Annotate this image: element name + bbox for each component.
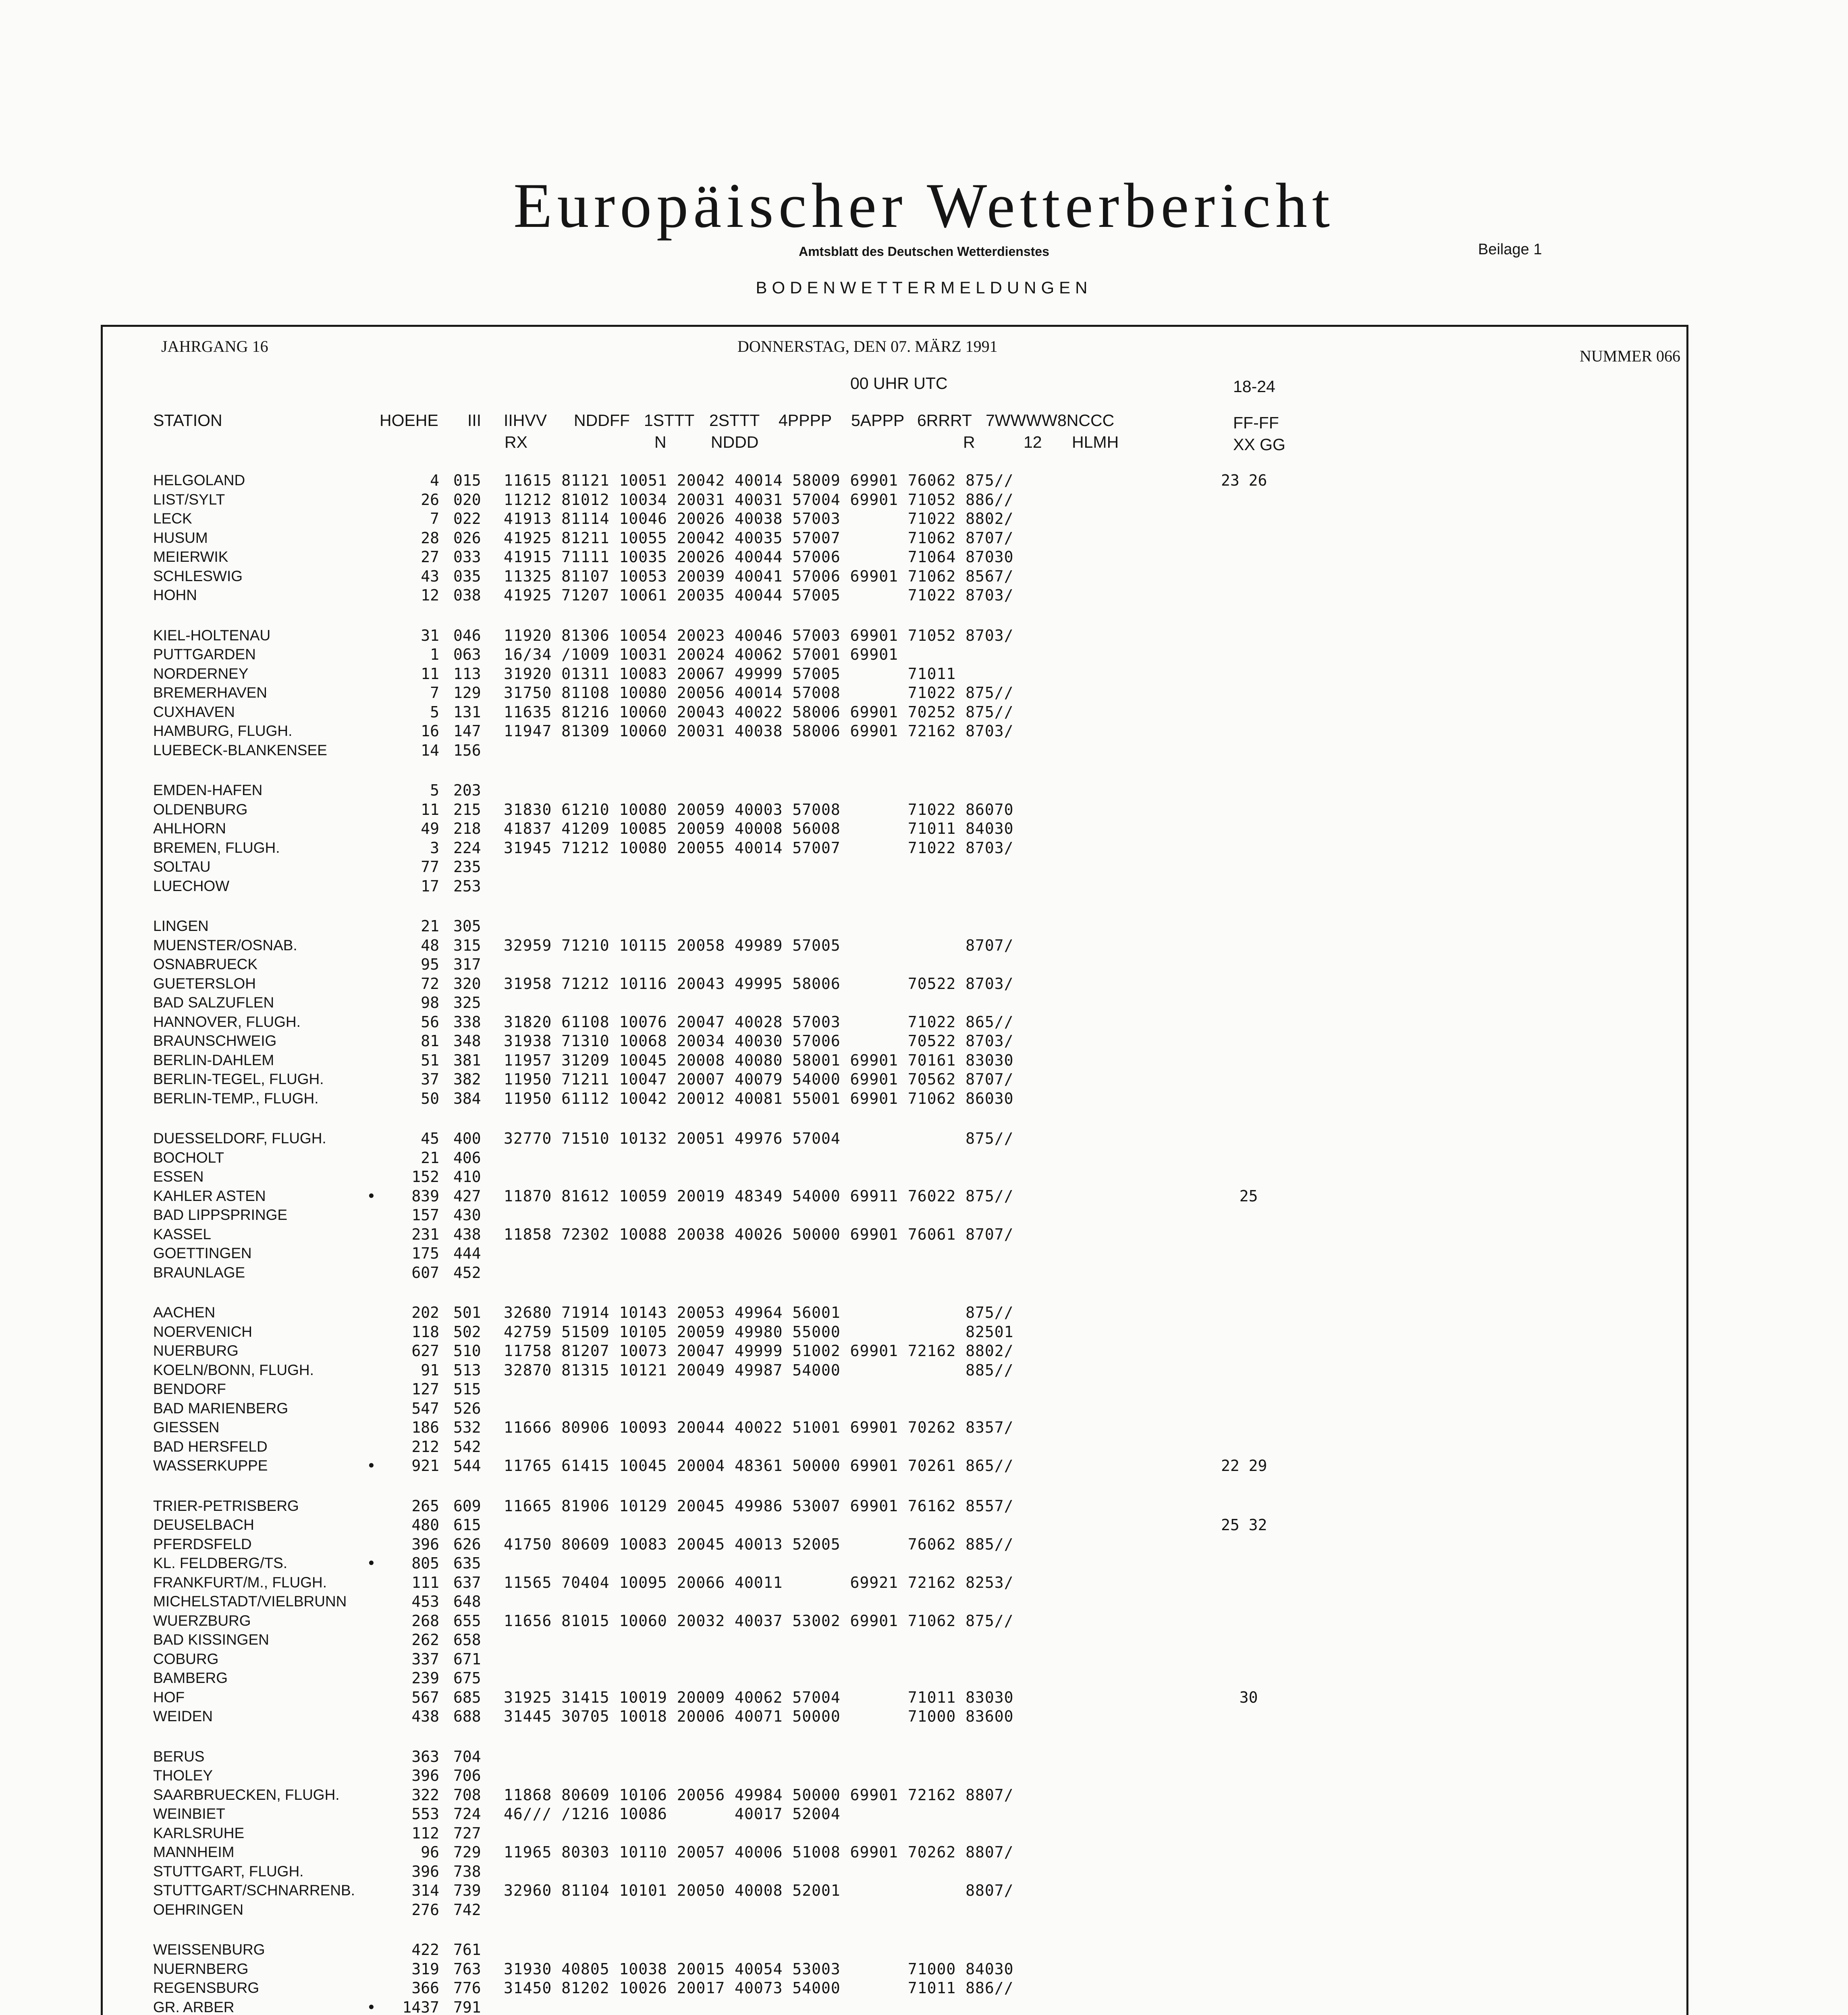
station-height: 366 <box>411 1979 439 1997</box>
station-name: FRANKFURT/M., FLUGH. <box>153 1574 327 1591</box>
station-name: HUSUM <box>153 529 208 546</box>
station-height: 276 <box>411 1901 439 1919</box>
station-index: 253 <box>453 877 481 895</box>
station-height: 12 <box>421 586 439 604</box>
station-height: 422 <box>411 1941 439 1959</box>
station-index: 430 <box>453 1206 481 1224</box>
station-index: 452 <box>453 1263 481 1282</box>
station-height: 453 <box>411 1593 439 1610</box>
station-name: SOLTAU <box>153 858 211 875</box>
col-5appp: 5APPP <box>851 411 905 430</box>
station-height: 16 <box>421 722 439 740</box>
station-index: 022 <box>453 510 481 528</box>
page-title: Europäischer Wetterbericht <box>513 170 1335 241</box>
station-name: OEHRINGEN <box>153 1901 244 1918</box>
observation-groups: 11666 80906 10093 20044 40022 51001 69901 70262 8357/ <box>504 1419 1014 1436</box>
station-index: 348 <box>453 1032 481 1050</box>
col-r: R <box>963 433 975 451</box>
station-index: 033 <box>453 548 481 566</box>
station-height: 396 <box>411 1862 439 1880</box>
station-index: 317 <box>453 956 481 973</box>
station-height: 111 <box>411 1573 439 1591</box>
station-height: 186 <box>411 1419 439 1436</box>
observation-groups: 31945 71212 10080 20055 40014 57007 71022 8703/ <box>504 839 1014 857</box>
station-index: 655 <box>453 1612 481 1630</box>
station-index: 410 <box>453 1168 481 1186</box>
station-height: 921 <box>411 1457 439 1475</box>
observation-groups: 31820 61108 10076 20047 40028 57003 71022 865// <box>504 1013 1014 1031</box>
station-index: 325 <box>453 994 481 1012</box>
station-name: BAMBERG <box>153 1670 228 1686</box>
observation-groups: 41925 81211 10055 20042 40035 57007 71062 8707/ <box>504 529 1014 547</box>
station-name: LIST/SYLT <box>153 491 225 508</box>
station-index: 305 <box>453 917 481 935</box>
observation-groups: 41750 80609 10083 20045 40013 52005 76062 885// <box>504 1535 1014 1553</box>
station-height: 95 <box>421 956 439 973</box>
station-height: 480 <box>411 1516 439 1534</box>
station-index: 444 <box>453 1244 481 1262</box>
observation-groups: 31930 40805 10038 20015 40054 53003 71000 84030 <box>504 1960 1014 1978</box>
observation-groups: 11965 80303 10110 20057 40006 51008 69901 70262 8807/ <box>504 1843 1014 1861</box>
station-index: 776 <box>453 1979 481 1997</box>
station-index: 315 <box>453 936 481 954</box>
station-index: 648 <box>453 1593 481 1610</box>
station-name: GOETTINGEN <box>153 1245 252 1261</box>
jahrgang: JAHRGANG 16 <box>161 337 268 355</box>
observation-groups: 41925 71207 10061 20035 40044 57005 71022 8703/ <box>504 586 1014 604</box>
station-index: 338 <box>453 1013 481 1031</box>
station-height: 438 <box>411 1708 439 1725</box>
station-index: 706 <box>453 1767 481 1784</box>
station-height: 37 <box>421 1070 439 1088</box>
station-index: 035 <box>453 567 481 585</box>
station-height: 268 <box>411 1612 439 1630</box>
station-name: BREMERHAVEN <box>153 684 268 701</box>
station-name: ESSEN <box>153 1168 204 1185</box>
subtitle: Amtsblatt des Deutschen Wetterdienstes <box>799 244 1049 259</box>
station-index: 384 <box>453 1089 481 1107</box>
station-name: HAMBURG, FLUGH. <box>153 723 293 739</box>
observation-groups: 31925 31415 10019 20009 40062 57004 71011 83030 <box>504 1688 1014 1706</box>
col-4pppp: 4PPPP <box>779 411 832 430</box>
station-index: 542 <box>453 1438 481 1456</box>
col-nddd: NDDD <box>711 433 759 451</box>
station-index: 063 <box>453 646 481 663</box>
mountain-marker: • <box>367 1187 376 1205</box>
station-index: 544 <box>453 1457 481 1475</box>
station-height: 11 <box>421 665 439 683</box>
station-height: 231 <box>411 1225 439 1243</box>
observation-groups: 32770 71510 10132 20051 49976 57004 875// <box>504 1130 1014 1147</box>
observation-groups: 11950 71211 10047 20007 40079 54000 69901 70562 8707/ <box>504 1070 1014 1088</box>
station-height: 43 <box>421 567 439 585</box>
observation-groups: 11565 70404 10095 20066 40011 69921 72162 8253/ <box>504 1573 1014 1591</box>
station-height: 7 <box>430 510 439 528</box>
station-height: 5 <box>430 703 439 721</box>
station-index: 203 <box>453 781 481 799</box>
station-name: KAHLER ASTEN <box>153 1187 266 1204</box>
station-height: 363 <box>411 1747 439 1766</box>
station-name: LINGEN <box>153 918 209 934</box>
station-index: 510 <box>453 1342 481 1360</box>
station-index: 515 <box>453 1380 481 1398</box>
station-index: 382 <box>453 1070 481 1088</box>
station-index: 438 <box>453 1225 481 1243</box>
beilage-label: Beilage 1 <box>1478 241 1542 258</box>
observation-groups: 11635 81216 10060 20043 40022 58006 69901 70252 875// <box>504 703 1014 721</box>
station-index: 501 <box>453 1304 481 1321</box>
station-name: BREMEN, FLUGH. <box>153 839 280 856</box>
observation-groups: 46/// /1216 10086 40017 52004 <box>504 1805 841 1823</box>
station-height: 314 <box>411 1882 439 1899</box>
col-rx: RX <box>505 433 527 451</box>
station-name: MEIERWIK <box>153 548 228 565</box>
station-height: 17 <box>421 877 439 895</box>
station-height: 175 <box>411 1244 439 1262</box>
station-name: REGENSBURG <box>153 1980 260 1996</box>
report-number: NUMMER 066 <box>1580 347 1681 365</box>
station-height: 839 <box>411 1187 439 1205</box>
station-index: 742 <box>453 1901 481 1919</box>
station-height: 28 <box>421 529 439 547</box>
station-index: 147 <box>453 722 481 740</box>
station-index: 675 <box>453 1669 481 1687</box>
station-height: 157 <box>411 1206 439 1224</box>
station-index: 526 <box>453 1399 481 1417</box>
station-name: BAD KISSINGEN <box>153 1631 269 1648</box>
station-height: 112 <box>411 1824 439 1842</box>
col-iihvv: IIHVV <box>504 411 547 430</box>
station-name: WASSERKUPPE <box>153 1457 268 1474</box>
station-index: 708 <box>453 1786 481 1804</box>
station-index: 381 <box>453 1051 481 1069</box>
gust-values: 25 32 <box>1221 1516 1267 1534</box>
station-height: 262 <box>411 1631 439 1649</box>
mountain-marker: • <box>367 1554 376 1572</box>
station-height: 805 <box>411 1554 439 1572</box>
station-name: BERLIN-TEMP., FLUGH. <box>153 1090 319 1107</box>
observation-groups: 11325 81107 10053 20039 40041 57006 69901 71062 8567/ <box>504 567 1014 585</box>
observation-groups: 32959 71210 10115 20058 49989 57005 8707/ <box>504 936 1014 954</box>
station-name: SAARBRUECKEN, FLUGH. <box>153 1786 340 1803</box>
col-hlmh: HLMH <box>1072 433 1119 451</box>
station-height: 1437 <box>402 1998 439 2015</box>
station-height: 98 <box>421 994 439 1012</box>
station-height: 27 <box>421 548 439 566</box>
station-name: HOHN <box>153 587 197 603</box>
station-name: DUESSELDORF, FLUGH. <box>153 1130 326 1147</box>
station-height: 26 <box>421 490 439 509</box>
station-name: TRIER-PETRISBERG <box>153 1497 299 1514</box>
col-1sttt: 1STTT <box>644 411 695 430</box>
station-height: 396 <box>411 1535 439 1553</box>
station-height: 56 <box>421 1013 439 1031</box>
station-name: BERLIN-TEGEL, FLUGH. <box>153 1071 324 1087</box>
section-title: BODENWETTERMELDUNGEN <box>756 278 1092 297</box>
col-ffff: FF-FF <box>1233 413 1279 432</box>
station-index: 038 <box>453 586 481 604</box>
station-name: KIEL-HOLTENAU <box>153 627 271 644</box>
observation-groups: 11957 31209 10045 20008 40080 58001 69901 70161 83030 <box>504 1051 1014 1069</box>
station-name: WUERZBURG <box>153 1612 251 1629</box>
observation-groups: 42759 51509 10105 20059 49980 55000 82501 <box>504 1323 1014 1341</box>
observation-groups: 11212 81012 10034 20031 40031 57004 69901 71052 886// <box>504 490 1014 509</box>
station-name: NOERVENICH <box>153 1323 253 1340</box>
station-name: PFERDSFELD <box>153 1535 252 1552</box>
station-height: 319 <box>411 1960 439 1978</box>
station-name: KARLSRUHE <box>153 1824 245 1841</box>
station-name: KOELN/BONN, FLUGH. <box>153 1361 314 1378</box>
gust-values: 25 <box>1221 1187 1258 1205</box>
observation-groups: 41837 41209 10085 20059 40008 56008 71011 84030 <box>504 820 1014 837</box>
station-height: 239 <box>411 1669 439 1687</box>
station-height: 31 <box>421 626 439 644</box>
observation-groups: 31830 61210 10080 20059 40003 57008 71022 86070 <box>504 800 1014 818</box>
station-name: BRAUNLAGE <box>153 1264 245 1281</box>
station-height: 127 <box>411 1380 439 1398</box>
station-height: 553 <box>411 1805 439 1823</box>
station-name: WEISSENBURG <box>153 1941 265 1958</box>
station-index: 218 <box>453 820 481 837</box>
col-7wwww: 7WWWW <box>986 411 1057 430</box>
station-index: 129 <box>453 684 481 702</box>
station-height: 48 <box>421 936 439 954</box>
station-height: 7 <box>430 684 439 702</box>
observation-groups: 31445 30705 10018 20006 40071 50000 71000 83600 <box>504 1708 1014 1725</box>
station-index: 235 <box>453 858 481 876</box>
station-index: 761 <box>453 1941 481 1959</box>
station-height: 77 <box>421 858 439 876</box>
station-height: 3 <box>430 839 439 857</box>
station-index: 763 <box>453 1960 481 1978</box>
station-index: 626 <box>453 1535 481 1553</box>
observation-groups: 31750 81108 10080 20056 40014 57008 71022 875// <box>504 684 1014 702</box>
station-name: KL. FELDBERG/TS. <box>153 1555 288 1571</box>
observation-groups: 32680 71914 10143 20053 49964 56001 875// <box>504 1304 1014 1321</box>
station-index: 406 <box>453 1149 481 1167</box>
observation-groups: 31920 01311 10083 20067 49999 57005 71011 <box>504 665 956 683</box>
station-index: 724 <box>453 1805 481 1823</box>
station-name: MANNHEIM <box>153 1844 235 1860</box>
observation-groups: 11656 81015 10060 20032 40037 53002 69901 71062 875// <box>504 1612 1014 1630</box>
station-name: WEINBIET <box>153 1805 225 1822</box>
report-date: DONNERSTAG, DEN 07. MÄRZ 1991 <box>737 337 998 355</box>
station-index: 658 <box>453 1631 481 1649</box>
station-height: 1 <box>430 646 439 663</box>
station-name: CUXHAVEN <box>153 703 235 720</box>
station-name: BRAUNSCHWEIG <box>153 1032 277 1049</box>
station-index: 224 <box>453 839 481 857</box>
station-index: 400 <box>453 1130 481 1147</box>
observation-groups: 11758 81207 10073 20047 49999 51002 69901 72162 8802/ <box>504 1342 1014 1360</box>
station-height: 49 <box>421 820 439 837</box>
station-name: MICHELSTADT/VIELBRUNN <box>153 1593 347 1610</box>
col-nddff: NDDFF <box>574 411 630 430</box>
observation-groups: 41915 71111 10035 20026 40044 57006 71064 87030 <box>504 548 1014 566</box>
station-name: GUETERSLOH <box>153 975 256 992</box>
station-index: 739 <box>453 1882 481 1899</box>
station-height: 118 <box>411 1323 439 1341</box>
station-name: BAD SALZUFLEN <box>153 994 274 1011</box>
observation-groups: 31958 71212 10116 20043 49995 58006 70522 8703/ <box>504 974 1014 993</box>
col-station: STATION <box>153 411 222 430</box>
station-index: 113 <box>453 665 481 683</box>
station-name: HANNOVER, FLUGH. <box>153 1013 301 1030</box>
station-height: 337 <box>411 1650 439 1668</box>
station-name: GIESSEN <box>153 1419 220 1435</box>
station-name: GR. ARBER <box>153 1998 235 2015</box>
station-index: 635 <box>453 1554 481 1572</box>
station-height: 627 <box>411 1342 439 1360</box>
station-name: PUTTGARDEN <box>153 646 256 663</box>
station-height: 152 <box>411 1168 439 1186</box>
station-name: LECK <box>153 510 192 527</box>
station-height: 607 <box>411 1263 439 1282</box>
station-name: SCHLESWIG <box>153 567 243 584</box>
observation-groups: 11765 61415 10045 20004 48361 50000 69901 70261 865// <box>504 1457 1014 1475</box>
station-index: 026 <box>453 529 481 547</box>
station-height: 567 <box>411 1688 439 1706</box>
station-name: THOLEY <box>153 1767 213 1784</box>
station-height: 5 <box>430 781 439 799</box>
station-index: 738 <box>453 1862 481 1880</box>
station-name: BAD HERSFELD <box>153 1438 268 1455</box>
observation-groups: 11615 81121 10051 20042 40014 58009 69901 76062 875// <box>504 472 1014 489</box>
station-index: 532 <box>453 1419 481 1436</box>
observation-groups: 32960 81104 10101 20050 40008 52001 8807/ <box>504 1882 1014 1899</box>
station-name: COBURG <box>153 1650 219 1667</box>
station-name: HELGOLAND <box>153 472 245 488</box>
gust-values: 30 <box>1221 1688 1258 1706</box>
station-name: NUERNBERG <box>153 1960 249 1977</box>
station-height: 14 <box>421 741 439 759</box>
station-height: 91 <box>421 1361 439 1379</box>
station-name: OSNABRUECK <box>153 956 258 972</box>
station-name: HOF <box>153 1689 185 1705</box>
station-index: 427 <box>453 1187 481 1205</box>
station-height: 96 <box>421 1843 439 1861</box>
observation-groups: 11665 81906 10129 20045 49986 53007 69901 76162 8557/ <box>504 1497 1014 1515</box>
station-index: 791 <box>453 1998 481 2015</box>
station-index: 685 <box>453 1688 481 1706</box>
station-height: 81 <box>421 1032 439 1050</box>
col-2sttt: 2STTT <box>709 411 760 430</box>
station-index: 615 <box>453 1516 481 1534</box>
station-index: 704 <box>453 1747 481 1766</box>
station-name: EMDEN-HAFEN <box>153 782 263 798</box>
period-label: 18-24 <box>1233 377 1275 396</box>
station-index: 609 <box>453 1497 481 1515</box>
station-name: WEIDEN <box>153 1708 213 1724</box>
station-name: MUENSTER/OSNAB. <box>153 937 297 953</box>
col-n: N <box>654 433 667 451</box>
station-name: BAD LIPPSPRINGE <box>153 1207 288 1223</box>
station-index: 020 <box>453 490 481 509</box>
observation-groups: 11870 81612 10059 20019 48349 54000 69911 76022 875// <box>504 1187 1014 1205</box>
station-index: 637 <box>453 1573 481 1591</box>
station-height: 45 <box>421 1130 439 1147</box>
observation-groups: 11947 81309 10060 20031 40038 58006 69901 72162 8703/ <box>504 722 1014 740</box>
station-height: 72 <box>421 974 439 993</box>
station-name: AHLHORN <box>153 820 226 837</box>
station-index: 502 <box>453 1323 481 1341</box>
station-name: LUECHOW <box>153 877 230 894</box>
station-height: 51 <box>421 1051 439 1069</box>
station-name: STUTTGART, FLUGH. <box>153 1863 304 1880</box>
station-name: DEUSELBACH <box>153 1516 254 1533</box>
gust-values: 22 29 <box>1221 1457 1267 1475</box>
station-height: 396 <box>411 1767 439 1784</box>
station-name: BERLIN-DAHLEM <box>153 1051 274 1068</box>
mountain-marker: • <box>367 1998 376 2015</box>
station-height: 21 <box>421 917 439 935</box>
observation-groups: 11920 81306 10054 20023 40046 57003 69901 71052 8703/ <box>504 626 1014 644</box>
station-height: 4 <box>430 472 439 489</box>
col-xxgg: XX GG <box>1233 435 1285 454</box>
col-8nccc: 8NCCC <box>1057 411 1115 430</box>
station-index: 156 <box>453 741 481 759</box>
station-index: 320 <box>453 974 481 993</box>
station-name: BENDORF <box>153 1381 226 1397</box>
station-height: 265 <box>411 1497 439 1515</box>
station-index: 046 <box>453 626 481 644</box>
station-name: STUTTGART/SCHNARRENB. <box>153 1882 355 1899</box>
observation-groups: 32870 81315 10121 20049 49987 54000 885// <box>504 1361 1014 1379</box>
station-height: 547 <box>411 1399 439 1417</box>
station-index: 671 <box>453 1650 481 1668</box>
col-12: 12 <box>1024 433 1042 451</box>
station-index: 688 <box>453 1708 481 1725</box>
report-time: 00 UHR UTC <box>850 374 948 393</box>
col-hoehe: HOEHE <box>380 411 438 430</box>
observation-groups: 11868 80609 10106 20056 49984 50000 69901 72162 8807/ <box>504 1786 1014 1804</box>
observation-groups: 11858 72302 10088 20038 40026 50000 69901 76061 8707/ <box>504 1225 1014 1243</box>
observation-groups: 31938 71310 10068 20034 40030 57006 70522 8703/ <box>504 1032 1014 1050</box>
station-name: NUERBURG <box>153 1342 239 1359</box>
gust-values: 23 26 <box>1221 472 1267 489</box>
station-index: 215 <box>453 800 481 818</box>
observation-groups: 11950 61112 10042 20012 40081 55001 69901 71062 86030 <box>504 1089 1014 1107</box>
station-height: 322 <box>411 1786 439 1804</box>
observation-groups: 31450 81202 10026 20017 40073 54000 71011 886// <box>504 1979 1014 1997</box>
station-index: 727 <box>453 1824 481 1842</box>
observation-groups: 16/34 /1009 10031 20024 40062 57001 69901 <box>504 646 898 663</box>
station-index: 015 <box>453 472 481 489</box>
station-name: BERUS <box>153 1748 205 1765</box>
station-name: OLDENBURG <box>153 801 248 818</box>
station-height: 50 <box>421 1089 439 1107</box>
station-height: 202 <box>411 1304 439 1321</box>
station-height: 21 <box>421 1149 439 1167</box>
station-name: LUEBECK-BLANKENSEE <box>153 742 327 758</box>
mountain-marker: • <box>367 1457 376 1475</box>
station-height: 212 <box>411 1438 439 1456</box>
station-name: AACHEN <box>153 1304 216 1321</box>
col-iii: III <box>467 411 482 430</box>
station-name: KASSEL <box>153 1226 211 1242</box>
station-name: BOCHOLT <box>153 1149 224 1166</box>
col-6rrrt: 6RRRT <box>917 411 972 430</box>
station-index: 729 <box>453 1843 481 1861</box>
station-index: 513 <box>453 1361 481 1379</box>
station-name: NORDERNEY <box>153 665 249 682</box>
station-index: 131 <box>453 703 481 721</box>
station-height: 11 <box>421 800 439 818</box>
station-name: BAD MARIENBERG <box>153 1400 289 1417</box>
observation-groups: 41913 81114 10046 20026 40038 57003 71022 8802/ <box>504 510 1014 528</box>
